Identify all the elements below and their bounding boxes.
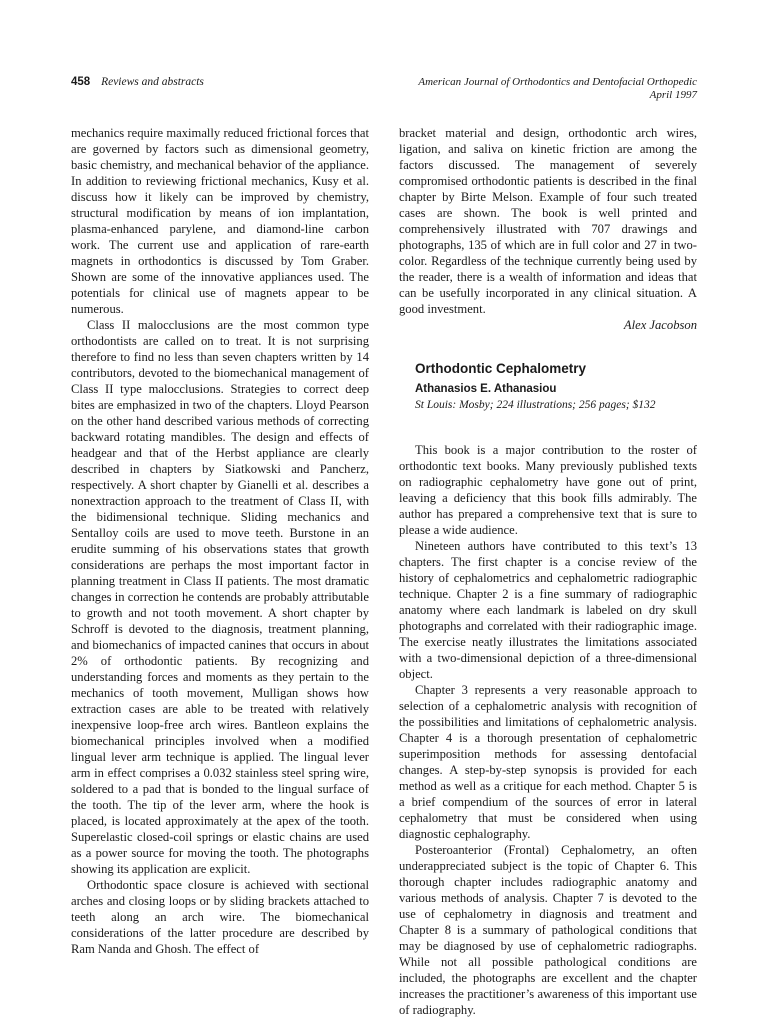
paragraph: bracket material and design, orthodontic arch wires, ligation, and saliva on kinetic friction are among the factors discussed. The management of severely compromised orthodontic patients is described in the final chapter by Birte Melson. Example of four such treated cases are shown. The book is well printed and comprehensively illustrated with 707 drawings and photographs, 135 of which are in full color and 27 in two-color. Regardless of the technique currently being used by the reader, there is a wealth of information and ideas that can be usefully incorporated in any clinical situation. A good investment. xyxy=(399,126,697,316)
issue-date: April 1997 xyxy=(649,89,697,101)
header-right xyxy=(418,76,697,102)
paragraph: Chapter 3 represents a very reasonable approach to selection of a cephalometric analysis with recognition of the possibilities and limitations of cephalometric analysis. Chapter 4 is a thorough presentation of cephalometric superimposition methods for assessing dentofacial changes. A step-by-step synopsis is provided for each method as well as a critique for each method. Chapter 5 is a brief compendium of the sources of error in lateral cephalometry that must be considered when using diagnostic cephalography. xyxy=(399,683,697,841)
paragraph: Posteroanterior (Frontal) Cephalometry, an often underappreciated subject is the topic of Chapter 6. This thorough chapter includes radiographic anatomy and various methods of analysis. Chapter 7 is devoted to the use of cephalometry in diagnosis and treatment and Chapter 8 is a summary of pathological conditions that may be diagnosed by use of cephalometric radiographs. While not all possible pathological conditions are included, the photographs are excellent and the chapter increases the practitioner’s awareness of this important use of radiography. xyxy=(399,843,697,1017)
paragraph: Nineteen authors have contributed to this text’s 13 chapters. The first chapter is a concise review of the history of cephalometrics and cephalometric radiographic technique. Chapter 2 is a fine summary of radiographic anatomy where each landmark is labeled on dry skull photographs and correlated with their radiographic image. The exercise neatly illustrates the limitations associated with a two-dimensional depiction of a three-dimensional object. xyxy=(399,539,697,681)
right-column xyxy=(399,125,697,1018)
running-header xyxy=(71,76,697,106)
review-publication: St Louis: Mosby; 224 illustrations; 256 pages; $132 xyxy=(415,399,656,411)
paragraph: mechanics require maximally reduced frictional forces that are governed by factors such as dimensional geometry, basic chemistry, and mechanical behavior of the appliance. In addition to reviewing frictional mechanics, Kusy et al. discuss how it likely can be improved by chemistry, structural modification by means of ion implantation, plasma-enhanced parylene, and diamond-line carbon work. The current use and application of rare-earth magnets in orthodontics is discussed by Tom Graber. Shown are some of the innovative appliances used. The potentials for clinical use of magnets appear to be numerous. xyxy=(71,126,369,316)
paragraph: Orthodontic space closure is achieved with sectional arches and closing loops or by sliding brackets attached to teeth along an arch wire. The biomechanical considerations of the latter procedure are described by Ram Nanda and Ghosh. The effect of xyxy=(71,878,369,956)
paragraph: Class II malocclusions are the most common type orthodontists are called on to treat. It is not surprising therefore to find no less than seven chapters written by 14 contributors, devoted to the biomechanical management of Class II type malocclusions. Strategies to correct deep bites are emphasized in two of the chapters. Lloyd Pearson on the other hand described various methods of correcting backward rotating mandibles. The design and effects of headgear and that of the Herbst appliance are clearly described in chapters by Siatkowski and Pancherz, respectively. A short chapter by Gianelli et al. describes a nonextraction approach to the treatment of Class II, with the bidimensional technique. Sliding mechanics and Sentalloy coils are used to move teeth. Burstone in an erudite summing of his observations states that growth considerations are perhaps the most important factor in planning treatment in Class II patients. The most dramatic changes in correction he contends are probably attributable to growth and not tooth movement. A short chapter by Schroff is devoted to the diagnosis, treatment planning, and biomechanics of impacted canines that occurs in about 2% of orthodontic patients. By recognizing and understanding forces and moments as they pertain to the mechanics of tooth movement, Mulligan shows how extraction cases are able to be treated with relatively inexpensive loop-free arch wires. Bantleon explains the biomechanical principles involved when a modified lingual lever arm technique is applied. The lingual lever arm in effect comprises a 0.032 stainless steel spring wire, soldered to a pad that is bonded to the lingual surface of the tooth. The tip of the lever arm, where the hook is placed, is located approximately at the apex of the tooth. Superelastic closed-coil springs or elastic chains are used as a power source for moving the tooth. The photographs showing its application are explicit. xyxy=(71,318,369,876)
paragraph: This book is a major contribution to the roster of orthodontic text books. Many previously published texts on radiographic cephalometry have gone out of print, leaving a deficiency that this book fills admirably. The author has prepared a comprehensive text that is sure to please a wide audience. xyxy=(399,443,697,537)
journal-name: American Journal of Orthodontics and Dentofacial Orthopedic xyxy=(418,76,697,88)
review-title: Orthodontic Cephalometry xyxy=(415,361,587,376)
review-body xyxy=(399,442,697,1018)
reviewer-signature: Alex Jacobson xyxy=(623,318,697,332)
page-number: 458 xyxy=(71,76,91,88)
section-title: Reviews and abstracts xyxy=(101,76,204,88)
review-author: Athanasios E. Athanasiou xyxy=(415,383,557,395)
header-left xyxy=(71,76,204,88)
left-column xyxy=(71,125,369,957)
